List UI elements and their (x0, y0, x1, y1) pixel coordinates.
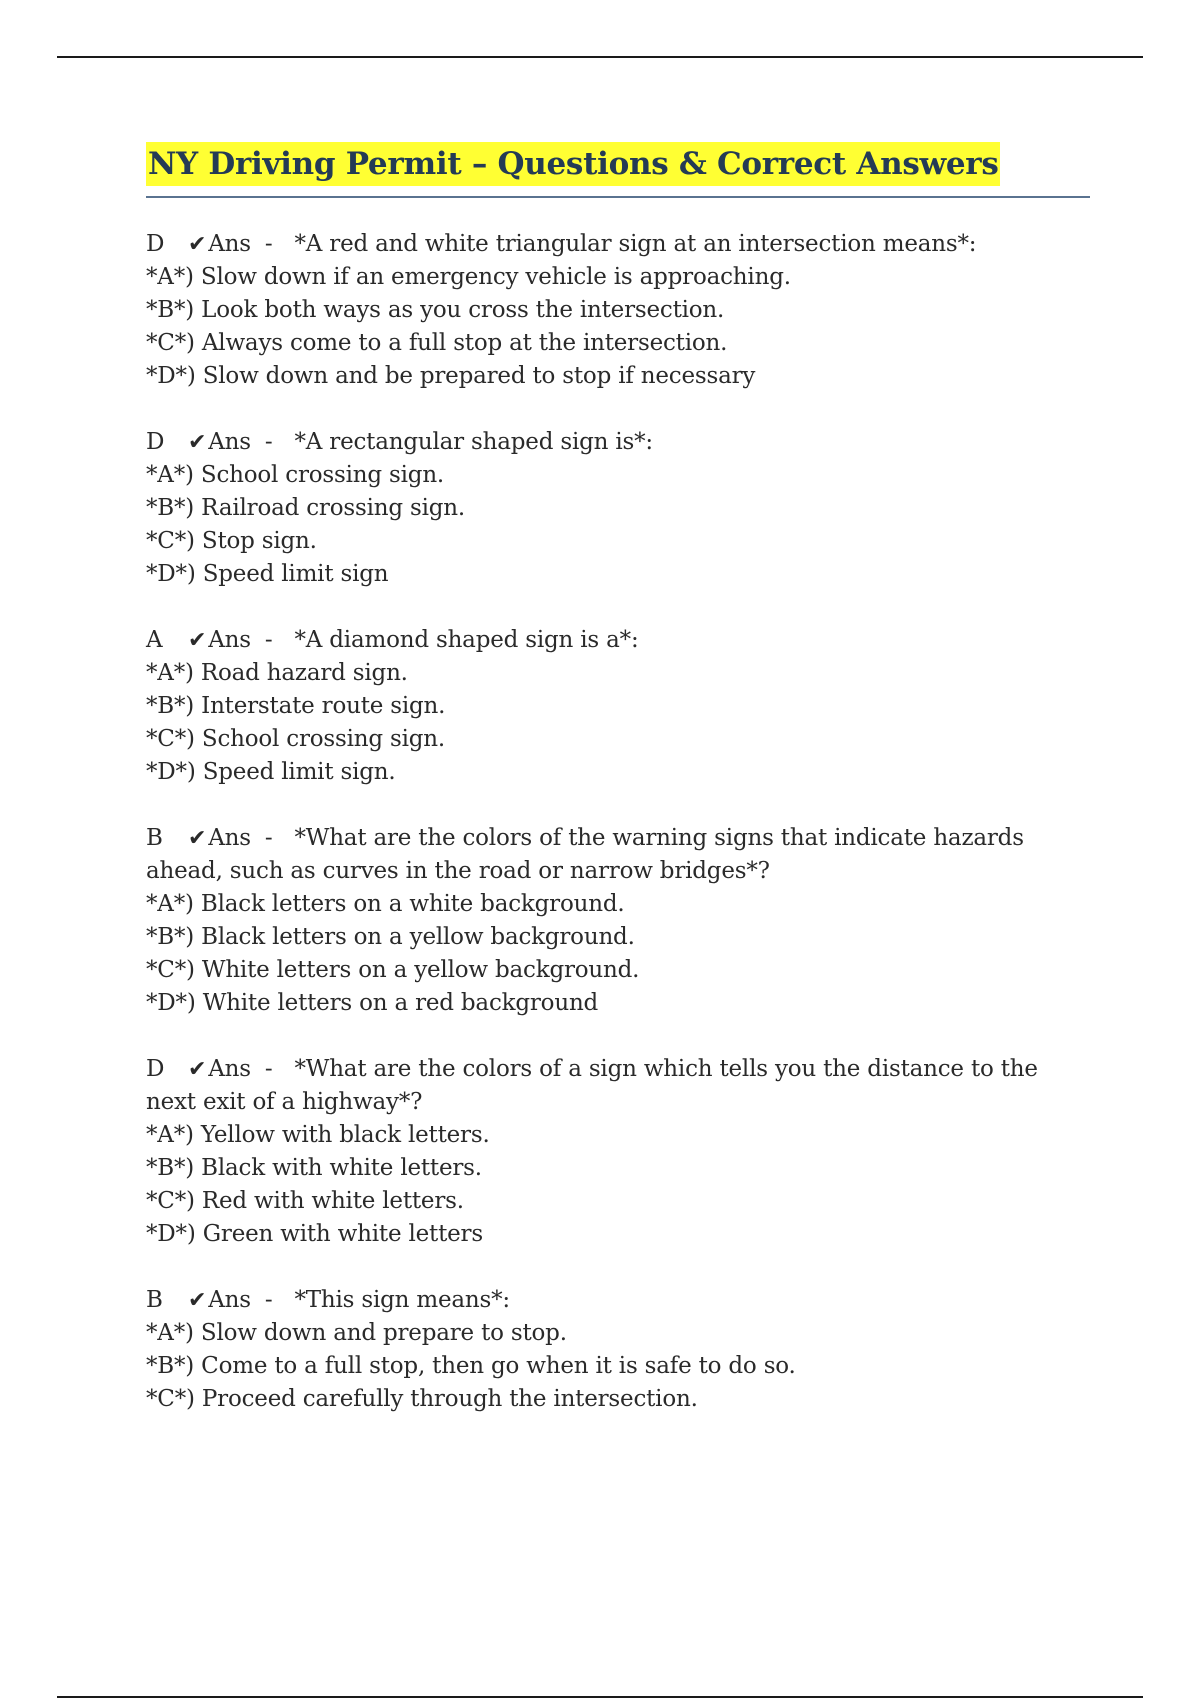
answer-option: *A*) Road hazard sign. (146, 660, 408, 686)
answer-letter: B (146, 825, 163, 851)
answer-option: *C*) Always come to a full stop at the intersection. (146, 330, 728, 356)
answer-option: *A*) Slow down and prepare to stop. (146, 1320, 567, 1346)
ans-label: Ans (208, 231, 251, 257)
ans-label: Ans (208, 429, 251, 455)
answer-option: *D*) Green with white letters (146, 1221, 483, 1247)
question-block (146, 228, 1090, 393)
answer-option: *B*) Railroad crossing sign. (146, 495, 465, 521)
answer-option: *A*) Slow down if an emergency vehicle is approaching. (146, 264, 791, 290)
answer-option: *D*) Slow down and be prepared to stop if necessary (146, 363, 756, 389)
question-block (146, 822, 1090, 1020)
question-block (146, 426, 1090, 591)
answer-option: *A*) Yellow with black letters. (146, 1122, 490, 1148)
question-text: *What are the colors of the warning signs that indicate hazards ahead, such as curves in the road or narrow bridges*? (146, 825, 1024, 884)
question-block (146, 624, 1090, 789)
answer-option: *C*) Stop sign. (146, 528, 317, 554)
question-block (146, 1053, 1090, 1251)
title-block (146, 142, 1090, 198)
checkmark-icon: ✔ (188, 826, 207, 851)
question-text: *A diamond shaped sign is a*: (294, 627, 639, 653)
question-line (146, 1053, 1090, 1119)
separator-dash: - (264, 627, 273, 653)
answer-letter: D (146, 1056, 165, 1082)
answer-letter: B (146, 1287, 163, 1313)
ans-label: Ans (208, 1056, 251, 1082)
question-line (146, 624, 1090, 657)
separator-dash: - (264, 1287, 273, 1313)
answer-option: *C*) Proceed carefully through the intersection. (146, 1386, 698, 1412)
answer-option: *D*) White letters on a red background (146, 990, 599, 1016)
question-line (146, 228, 1090, 261)
answer-option: *B*) Interstate route sign. (146, 693, 446, 719)
separator-dash: - (264, 429, 273, 455)
checkmark-icon: ✔ (188, 628, 207, 653)
top-rule (57, 56, 1143, 58)
page-title: NY Driving Permit – Questions & Correct Answers (146, 142, 1000, 186)
answer-letter: A (146, 627, 163, 653)
answer-option: *B*) Look both ways as you cross the intersection. (146, 297, 725, 323)
ans-label: Ans (208, 1287, 251, 1313)
question-line (146, 822, 1090, 888)
answer-option: *B*) Black letters on a yellow background. (146, 924, 635, 950)
answer-option: *B*) Black with white letters. (146, 1155, 482, 1181)
checkmark-icon: ✔ (188, 430, 207, 455)
ans-label: Ans (208, 825, 251, 851)
answer-letter: D (146, 429, 165, 455)
answer-option: *C*) White letters on a yellow background. (146, 957, 640, 983)
question-text: *A rectangular shaped sign is*: (294, 429, 653, 455)
question-block (146, 1284, 1090, 1416)
separator-dash: - (264, 825, 273, 851)
question-text: *What are the colors of a sign which tells you the distance to the next exit of a highway*? (146, 1056, 1038, 1115)
checkmark-icon: ✔ (188, 1057, 207, 1082)
answer-option: *C*) School crossing sign. (146, 726, 446, 752)
checkmark-icon: ✔ (188, 1288, 207, 1313)
document-body (146, 142, 1090, 1449)
question-line (146, 1284, 1090, 1317)
question-line (146, 426, 1090, 459)
separator-dash: - (264, 231, 273, 257)
answer-option: *D*) Speed limit sign. (146, 759, 396, 785)
question-text: *This sign means*: (294, 1287, 510, 1313)
checkmark-icon: ✔ (188, 232, 207, 257)
answer-option: *D*) Speed limit sign (146, 561, 389, 587)
separator-dash: - (264, 1056, 273, 1082)
answer-option: *A*) School crossing sign. (146, 462, 445, 488)
question-list (146, 228, 1090, 1416)
bottom-rule (57, 1696, 1143, 1698)
answer-letter: D (146, 231, 165, 257)
answer-option: *C*) Red with white letters. (146, 1188, 464, 1214)
answer-option: *A*) Black letters on a white background. (146, 891, 625, 917)
answer-option: *B*) Come to a full stop, then go when it is safe to do so. (146, 1353, 796, 1379)
question-text: *A red and white triangular sign at an intersection means*: (294, 231, 977, 257)
ans-label: Ans (208, 627, 251, 653)
